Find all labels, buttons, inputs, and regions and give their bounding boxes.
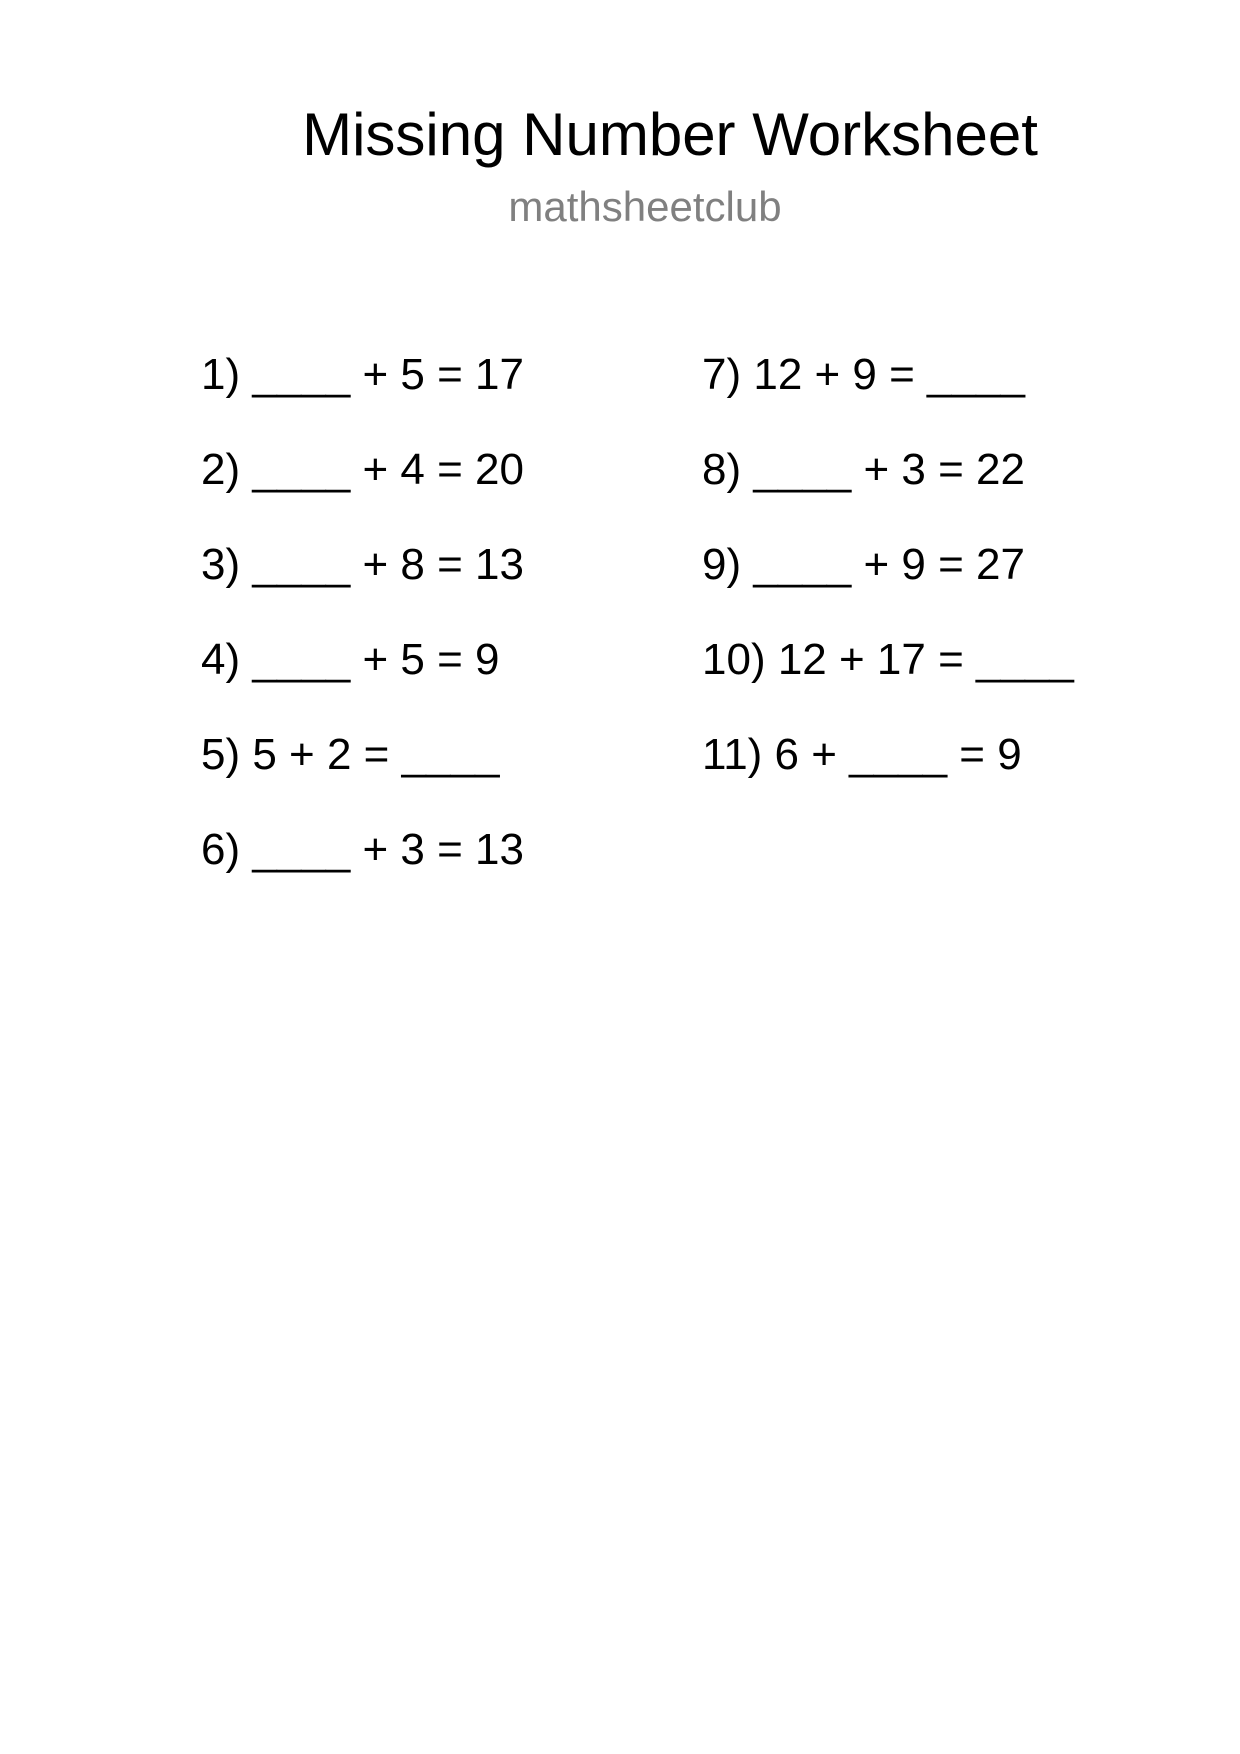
problem-9: 9) ____ + 9 = 27 (702, 540, 1025, 589)
problem-column-right (702, 350, 1074, 825)
problem-11: 11) 6 + ____ = 9 (702, 730, 1022, 779)
problem-4: 4) ____ + 5 = 9 (201, 635, 500, 684)
problem-2: 2) ____ + 4 = 20 (201, 445, 524, 494)
problem-5: 5) 5 + 2 = ____ (201, 730, 500, 779)
problem-column-left (201, 350, 524, 920)
problem-8: 8) ____ + 3 = 22 (702, 445, 1025, 494)
worksheet-subtitle: mathsheetclub (508, 183, 782, 230)
problem-7: 7) 12 + 9 = ____ (702, 350, 1025, 399)
problem-10: 10) 12 + 17 = ____ (702, 635, 1074, 684)
problem-1: 1) ____ + 5 = 17 (201, 350, 524, 399)
problem-3: 3) ____ + 8 = 13 (201, 540, 524, 589)
problem-6: 6) ____ + 3 = 13 (201, 825, 524, 874)
worksheet-title: Missing Number Worksheet (302, 101, 1038, 168)
